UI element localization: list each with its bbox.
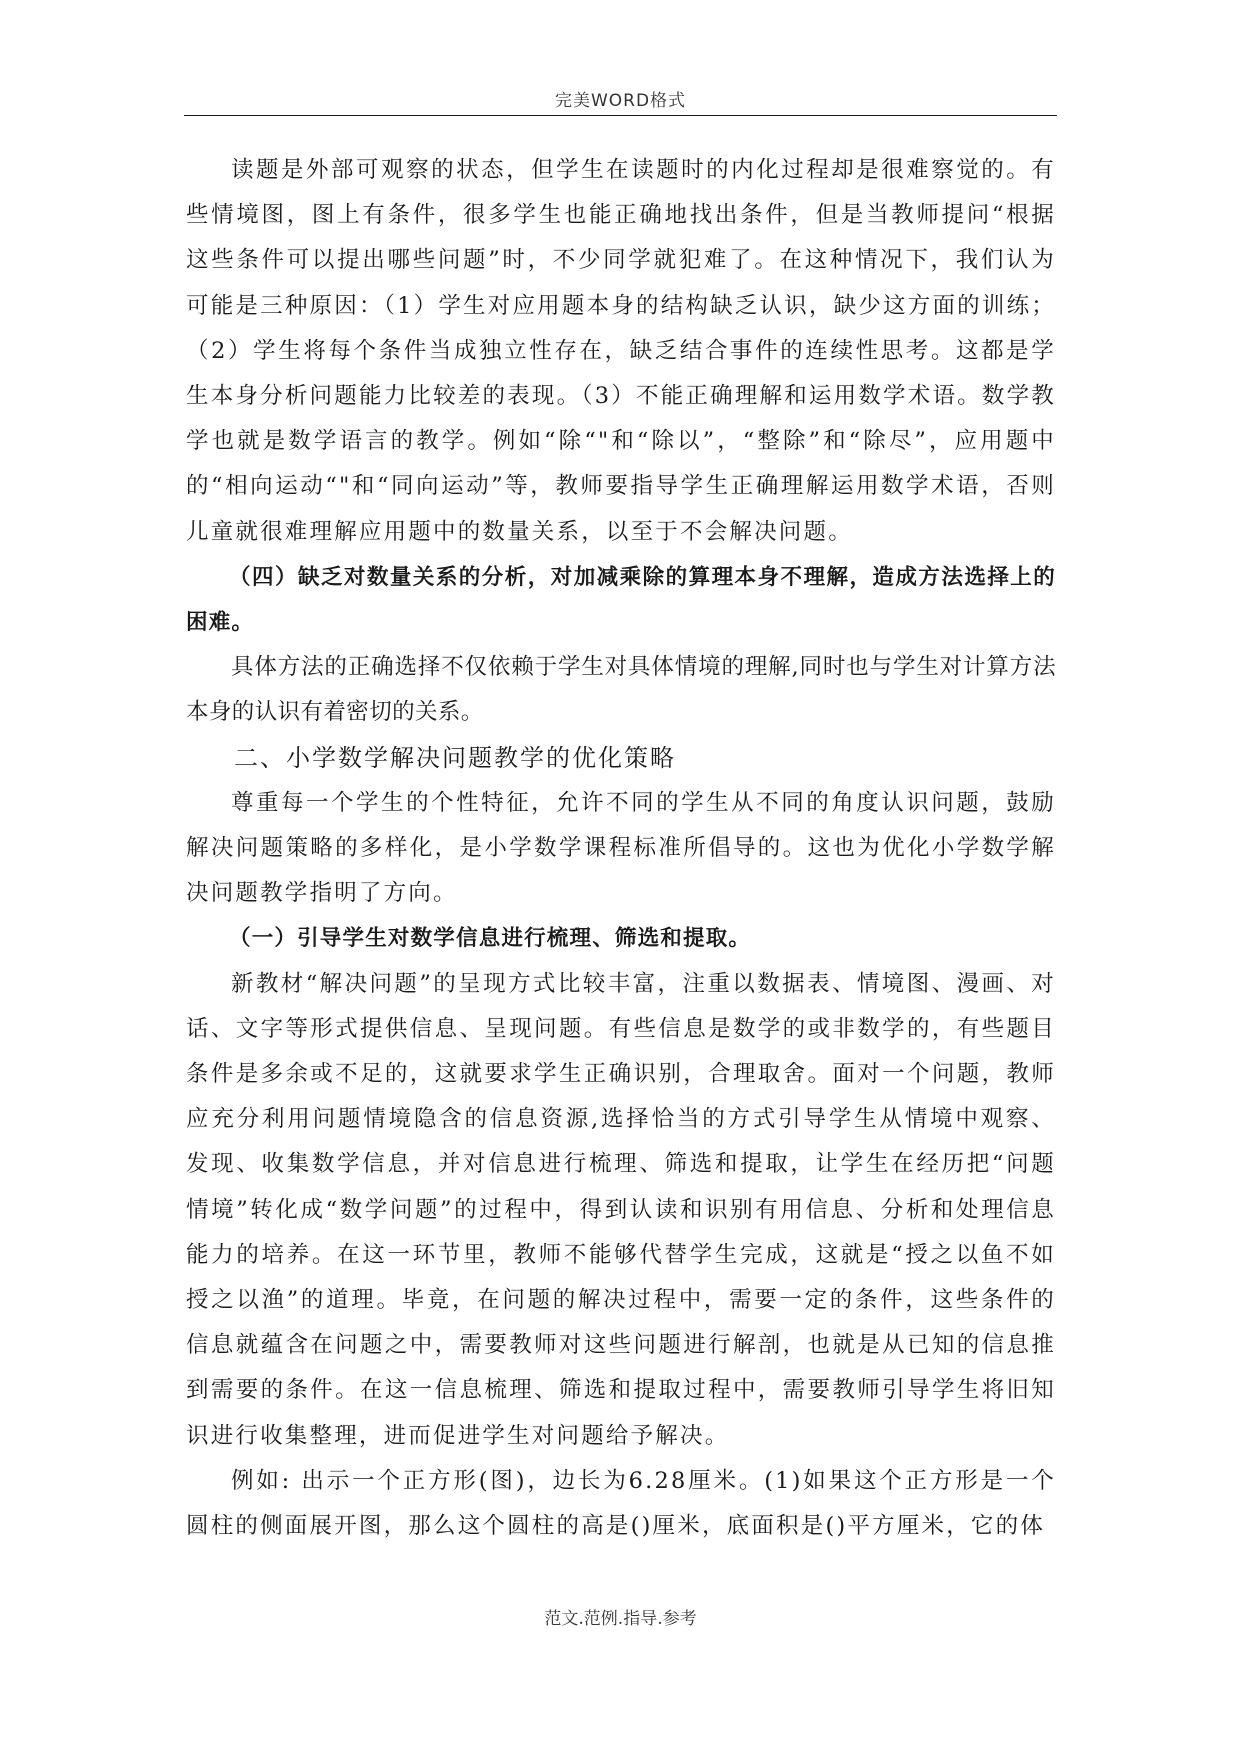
chapter-heading-2: 二、小学数学解决问题教学的优化策略 <box>234 743 676 772</box>
page-header: 完美WORD格式 <box>554 91 687 111</box>
section-heading-1: （一）引导学生对数学信息进行梳理、筛选和提取。 <box>229 926 752 952</box>
paragraph-new-textbook: 新教材“解决问题”的呈现方式比较丰富，注重以数据表、情境图、漫画、对话、文字等形式提供信息、呈现问题。有些信息是数学的或非数学的，有些题目条件是多余或不足的，这就要求学生正确识别，合理取舍。面对一个问题，教师应充分利用问题情境隐含的信息资源,选择恰当的方式引导学生从情境中观察、发现、收集数学信息，并对信息进行梳理、筛选和提取，让学生在经历把“问题情境”转化成“数学问题”的过程中，得到认读和识别有用信息、分析和处理信息能力的培养。在这一环节里，教师不能够代替学生完成，这就是“授之以鱼不如授之以渔”的道理。毕竟，在问题的解决过程中，需要一定的条件，这些条件的信息就蕴含在问题之中，需要教师对这些问题进行解剖，也就是从已知的信息推到需要的条件。在这一信息梳理、筛选和提取过程中，需要教师引导学生将旧知识进行收集整理，进而促进学生对问题给予解决。 <box>186 970 1056 1449</box>
page-footer: 范文.范例.指导.参考 <box>544 1609 697 1629</box>
section-heading-4: （四）缺乏对数量关系的分析，对加减乘除的算理本身不理解，造成方法选择上的困难。 <box>186 564 1056 636</box>
paragraph-method-selection: 具体方法的正确选择不仅依赖于学生对具体情境的理解,同时也与学生对计算方法本身的认识有着密切的关系。 <box>186 654 1056 726</box>
paragraph-respect-individuality: 尊重每一个学生的个性特征，允许不同的学生从不同的角度认识问题，鼓励解决问题策略的多样化，是小学数学课程标准所倡导的。这也为优化小学数学解决问题教学指明了方向。 <box>186 789 1056 907</box>
paragraph-example-square: 例如: 出示一个正方形(图)，边长为6.28厘米。(1)如果这个正方形是一个圆柱的侧面展开图，那么这个圆柱的高是()厘米，底面积是()平方厘米，它的体 <box>186 1467 1056 1540</box>
document-body <box>186 148 1056 1549</box>
paragraph-reading-problems: 读题是外部可观察的状态，但学生在读题时的内化过程却是很难察觉的。有些情境图，图上有条件，很多学生也能正确地找出条件，但是当教师提问“根据这些条件可以提出哪些问题”时，不少同学就犯难了。在这种情况下，我们认为可能是三种原因：（1）学生对应用题本身的结构缺乏认识，缺少这方面的训练；（2）学生将每个条件当成独立性存在，缺乏结合事件的连续性思考。这都是学生本身分析问题能力比较差的表现。（3）不能正确理解和运用数学术语。数学教学也就是数学语言的教学。例如“除“"和“除以”，“整除”和“除尽”，应用题中的“相向运动“"和“同向运动”等，教师要指导学生正确理解运用数学术语，否则儿童就很难理解应用题中的数量关系，以至于不会解决问题。 <box>186 157 1056 545</box>
header-rule <box>184 115 1057 116</box>
